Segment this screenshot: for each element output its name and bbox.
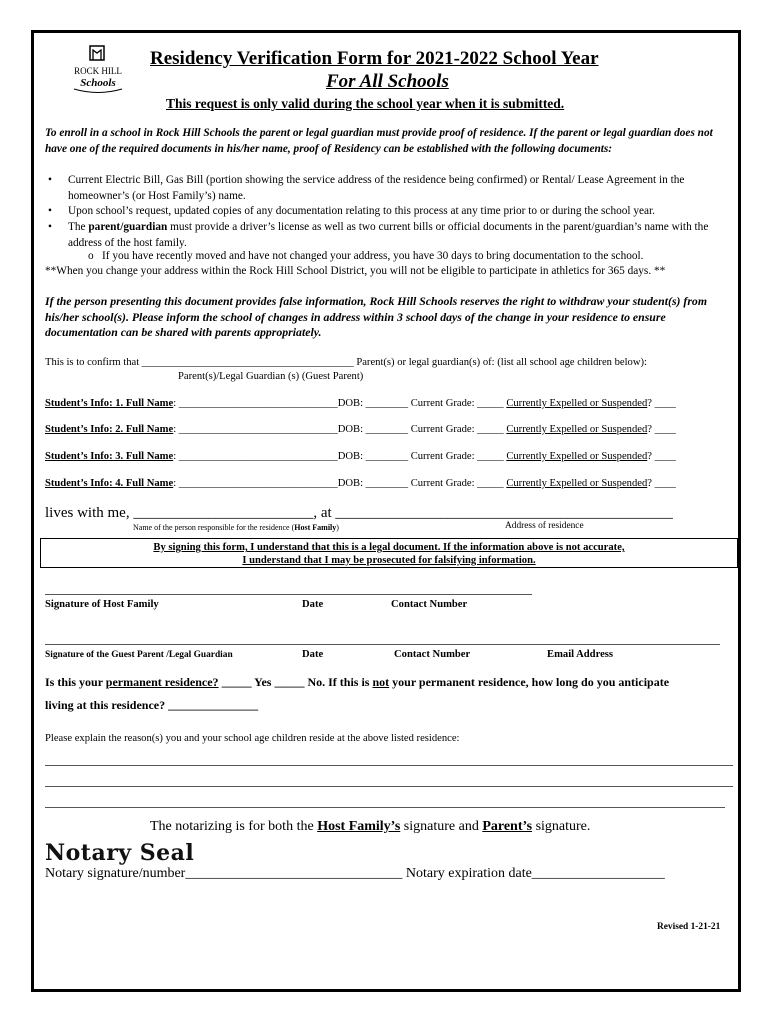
notary-note: The notarizing is for both the Host Family’s signature and Parent’s signature.: [150, 819, 591, 834]
explain-line-2[interactable]: [45, 786, 733, 787]
legal-notice-line-2: I understand that I may be prosecuted for falsifying information.: [242, 555, 536, 566]
rock-hill-schools-logo: [66, 42, 130, 100]
confirm-caption: Parent(s)/Legal Guardian (s) (Guest Parent): [178, 371, 364, 382]
form-subtitle: For All Schools: [326, 71, 449, 92]
svg-text:Schools: [80, 77, 115, 89]
form-title: Residency Verification Form for 2021-2022 School Year: [150, 48, 599, 69]
validity-note: This request is only valid during the school year when it is submitted.: [166, 96, 565, 111]
host-date-label: Date: [302, 599, 324, 610]
guest-signature-label: Signature of the Guest Parent /Legal Guardian: [45, 650, 233, 660]
student-info-row-2: Student’s Info: 2. Full Name: ______________________________DOB: ________ Current Grade: _____ Currently Expelled or Suspended? ____: [45, 424, 676, 435]
circle-bullet-icon: o: [88, 250, 94, 262]
logo-line1: ROCK HILL: [74, 66, 122, 76]
lives-with-line: lives with me, ________________________, at _____________________________________________: [45, 505, 673, 521]
permanent-residence-question: Is this your permanent residence? _____ Yes _____ No. If this is not your permanent residence, how long do you anticipate: [45, 675, 670, 689]
address-caption: Address of residence: [505, 521, 584, 531]
guest-signature-line[interactable]: [45, 644, 720, 645]
host-family-caption: Name of the person responsible for the residence (Host Family): [133, 523, 339, 532]
bullet-icon: •: [48, 174, 52, 186]
bullet-item-2: • Upon school’s request, updated copies of any documentation relating to this process at any time prior to or during the school year.: [68, 204, 740, 220]
revised-date: Revised 1-21-21: [657, 922, 721, 932]
legal-notice-line-1: By signing this form, I understand that this is a legal document. If the information above is not accurate,: [153, 542, 625, 553]
student-info-row-4: Student’s Info: 4. Full Name: ______________________________DOB: ________ Current Grade: _____ Currently Expelled or Suspended? ____: [45, 478, 676, 489]
bullet-icon: •: [48, 221, 52, 233]
notary-signature-line[interactable]: Notary signature/number_______________________________ Notary expiration date___________________: [45, 866, 665, 881]
guest-contact-label: Contact Number: [394, 649, 471, 660]
bullet-item-3: • The parent/guardian must provide a driver’s license as well as two current bills or official documents in the parent/guardian’s name with the address of the host family.: [48, 221, 709, 249]
bullet-icon: •: [48, 205, 52, 217]
svg-text:ROCK HILL: [74, 66, 122, 76]
warning-paragraph: If the person presenting this document provides false information, Rock Hill Schools reserves the right to withdraw your student(s) from his/her school(s). Please inform the school of changes in address within 3 school days of the change in your residence to ensure documentation can be shared with parents appropriately.: [45, 294, 708, 339]
explain-prompt: Please explain the reason(s) you and your school age children reside at the above listed residence:: [45, 733, 460, 744]
student-info-row-3: Student’s Info: 3. Full Name: ______________________________DOB: ________ Current Grade: _____ Currently Expelled or Suspended? ____: [45, 451, 676, 462]
host-signature-line[interactable]: [45, 594, 532, 595]
legal-notice-box: [40, 538, 738, 568]
host-contact-label: Contact Number: [391, 599, 468, 610]
guest-email-label: Email Address: [547, 649, 614, 660]
intro-paragraph: To enroll in a school in Rock Hill Schools the parent or legal guardian must provide proof of residence. If the parent or legal guardian does not have one of the required documents in his/her name, proof of Residency can be established with the following documents:: [45, 127, 713, 155]
notary-seal-heading: Notary Seal: [45, 840, 195, 866]
confirm-line: This is to confirm that ________________________________________ Parent(s) or legal guardian(s) of: (list all school age children below):: [45, 357, 647, 368]
logo-line2: Schools: [80, 77, 116, 89]
explain-line-1[interactable]: [45, 765, 733, 766]
sub-bullet-item: o If you have recently moved and have not changed your address, you have 30 days to bring documentation to the school.: [102, 249, 732, 265]
guest-date-label: Date: [302, 649, 324, 660]
athletics-note: **When you change your address within the Rock Hill School District, you will not be eligible to participate in athletics for 365 days. **: [45, 265, 666, 277]
bullet-item-1: • Current Electric Bill, Gas Bill (portion showing the service address of the residence being confirmed) or Rental/ Lease Agreement in the homeowner’s (or Host Family’s) name.: [48, 174, 685, 202]
explain-line-3[interactable]: [45, 807, 725, 808]
student-info-row-1: Student’s Info: 1. Full Name: ______________________________DOB: ________ Current Grade: _____ Currently Expelled or Suspended? ____: [45, 398, 676, 409]
host-signature-label: Signature of Host Family: [45, 599, 159, 610]
residence-duration-field[interactable]: living at this residence? _______________: [45, 698, 259, 712]
